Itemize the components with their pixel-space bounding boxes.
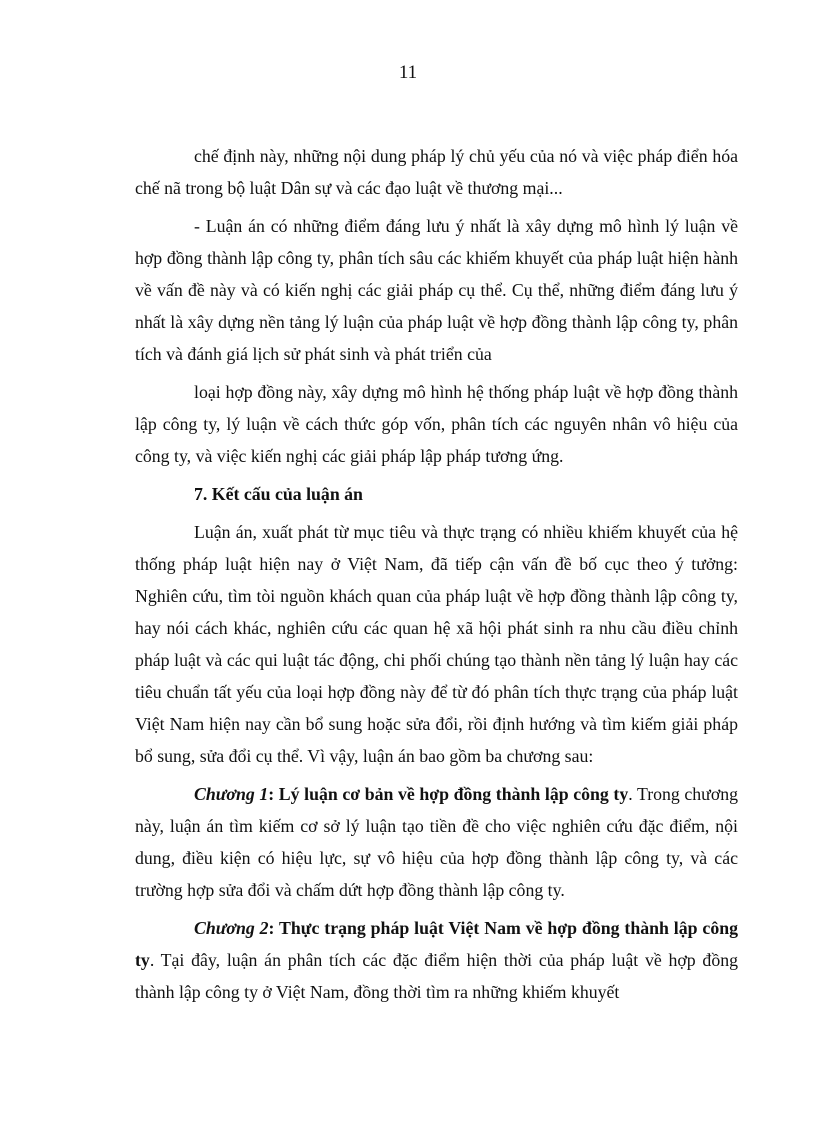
chapter-2-title: Thực trạng pháp luật Việt Nam về hợp đồng thành lập công ty xyxy=(135,918,738,970)
page-number: 11 xyxy=(398,62,418,83)
chapter-2-paragraph xyxy=(135,912,738,1008)
paragraph-2: - Luận án có những điểm đáng lưu ý nhất là xây dựng mô hình lý luận về hợp đồng thành lập công ty, phân tích sâu các khiếm khuyết của pháp luật hiện hành về vấn đề này và có kiến nghị các giải pháp cụ thể. Cụ thể, những điểm đáng lưu ý nhất là xây dựng nền tảng lý luận của pháp luật về hợp đồng thành lập công ty, phân tích và đánh giá lịch sử phát sinh và phát triển của xyxy=(135,216,738,364)
section-heading: 7. Kết cấu của luận án xyxy=(194,484,363,504)
body-text xyxy=(135,140,738,1014)
chapter-1-colon: : xyxy=(268,784,279,804)
chapter-1-paragraph xyxy=(135,778,738,906)
chapter-2-text: . Tại đây, luận án phân tích các đặc điểm hiện thời của pháp luật về hợp đồng thành lập công ty ở Việt Nam, đồng thời tìm ra những khiếm khuyết xyxy=(135,950,738,1002)
paragraph-4: Luận án, xuất phát từ mục tiêu và thực trạng có nhiều khiếm khuyết của hệ thống pháp luật hiện nay ở Việt Nam, đã tiếp cận vấn đề bố cục theo ý tưởng: Nghiên cứu, tìm tòi nguồn khách quan của pháp luật về hợp đồng thành lập công ty, hay nói cách khác, nghiên cứu các quan hệ xã hội phát sinh ra nhu cầu điều chỉnh pháp luật và các qui luật tác động, chi phối chúng tạo thành nền tảng lý luận hay các tiêu chuẩn tất yếu của loại hợp đồng này để từ đó phân tích thực trạng của pháp luật Việt Nam hiện nay cần bổ sung hoặc sửa đổi, rồi định hướng và tìm kiếm giải pháp bổ sung, sửa đổi cụ thể. Vì vậy, luận án bao gồm ba chương sau: xyxy=(135,522,738,766)
paragraph-3: loại hợp đồng này, xây dựng mô hình hệ thống pháp luật về hợp đồng thành lập công ty, lý luận về cách thức góp vốn, phân tích các nguyên nhân vô hiệu của công ty, và việc kiến nghị các giải pháp lập pháp tương ứng. xyxy=(135,382,738,466)
chapter-1-title: Lý luận cơ bản về hợp đồng thành lập công ty xyxy=(278,784,629,804)
chapter-2-label: Chương 2 xyxy=(194,918,269,938)
chapter-1-text: . Trong chương này, luận án tìm kiếm cơ sở lý luận tạo tiền đề cho việc nghiên cứu đặc điểm, nội dung, điều kiện có hiệu lực, sự vô hiệu của hợp đồng thành lập công ty, và các trường hợp sửa đổi và chấm dứt hợp đồng thành lập công ty. xyxy=(135,784,739,900)
chapter-2-colon: : xyxy=(268,918,280,938)
paragraph-1: chế định này, những nội dung pháp lý chủ yếu của nó và việc pháp điển hóa chế nã trong bộ luật Dân sự và các đạo luật về thương mại... xyxy=(135,146,738,198)
chapter-1-label: Chương 1 xyxy=(194,784,269,804)
